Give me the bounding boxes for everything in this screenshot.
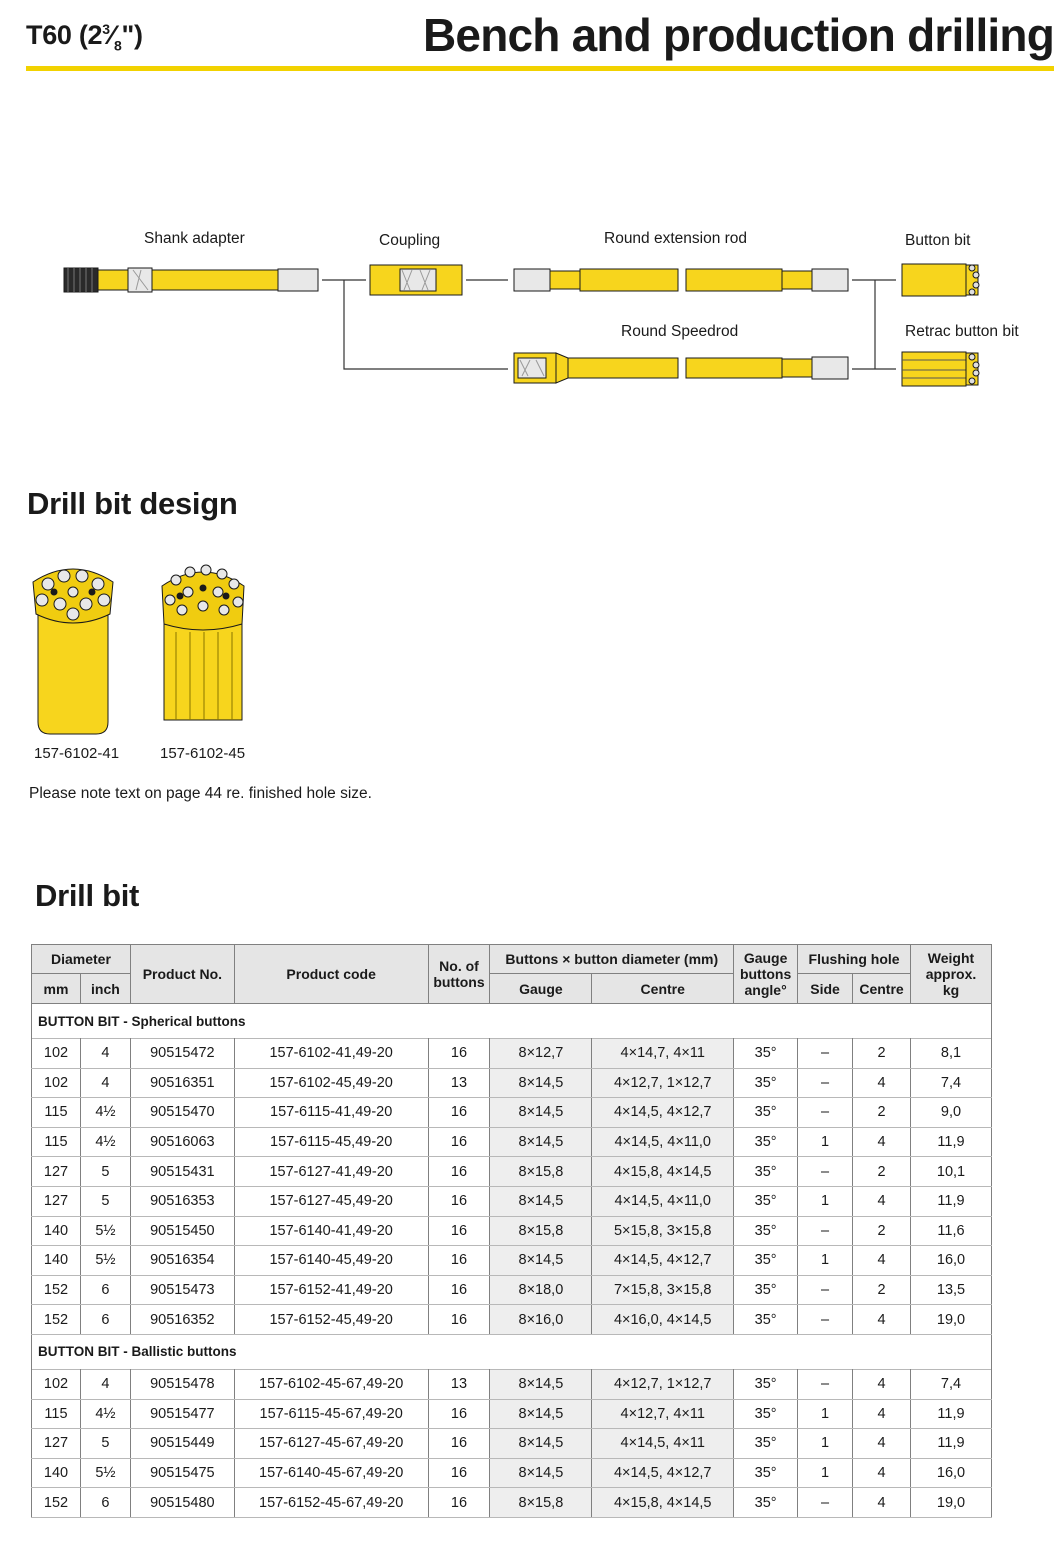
table-cell: 90516063: [130, 1127, 234, 1157]
table-cell: 16: [428, 1246, 490, 1276]
table-cell: 16: [428, 1305, 490, 1335]
table-cell: 4: [853, 1068, 911, 1098]
table-cell: 5×15,8, 3×15,8: [592, 1216, 734, 1246]
table-cell: 16: [428, 1157, 490, 1187]
table-cell: 102: [32, 1369, 81, 1399]
table-cell: –: [798, 1305, 853, 1335]
group-title: BUTTON BIT - Ballistic buttons: [32, 1334, 992, 1369]
group-header-row: [32, 1334, 992, 1369]
table-cell: 4×14,5, 4×11,0: [592, 1186, 734, 1216]
table-cell: 90515478: [130, 1369, 234, 1399]
table-cell: 4: [853, 1488, 911, 1518]
table-cell: 1: [798, 1186, 853, 1216]
col-centre: Centre: [592, 974, 734, 1004]
table-cell: –: [798, 1275, 853, 1305]
table-cell: 16: [428, 1458, 490, 1488]
round-extension-rod-part: [514, 269, 848, 291]
table-cell: 35°: [734, 1399, 798, 1429]
header-rule: [26, 66, 1054, 71]
table-cell: 4½: [80, 1098, 130, 1128]
table-cell: 2: [853, 1039, 911, 1069]
button-bit-part: [902, 264, 979, 296]
table-cell: –: [798, 1039, 853, 1069]
table-cell: 5: [80, 1157, 130, 1187]
label-round-extension-rod: Round extension rod: [604, 230, 748, 247]
table-cell: 90516352: [130, 1305, 234, 1335]
table-cell: 6: [80, 1305, 130, 1335]
table-cell: 4×12,7, 4×11: [592, 1399, 734, 1429]
table-cell: 157-6127-45-67,49-20: [234, 1429, 428, 1459]
table-cell: 35°: [734, 1127, 798, 1157]
table-cell: 35°: [734, 1275, 798, 1305]
table-cell: 8×16,0: [490, 1305, 592, 1335]
table-cell: 2: [853, 1098, 911, 1128]
bit-figure-41: [28, 562, 118, 736]
table-row: [32, 1488, 992, 1518]
table-cell: 35°: [734, 1039, 798, 1069]
table-cell: 90516354: [130, 1246, 234, 1276]
table-cell: 8×15,8: [490, 1157, 592, 1187]
table-cell: 1: [798, 1127, 853, 1157]
label-shank-adapter: Shank adapter: [144, 230, 245, 247]
table-cell: 157-6152-45-67,49-20: [234, 1488, 428, 1518]
col-side: Side: [798, 974, 853, 1004]
table-cell: 90516351: [130, 1068, 234, 1098]
group-title: BUTTON BIT - Spherical buttons: [32, 1004, 992, 1039]
table-cell: 16: [428, 1127, 490, 1157]
table-cell: 90516353: [130, 1186, 234, 1216]
table-cell: 35°: [734, 1098, 798, 1128]
table-cell: 4×15,8, 4×14,5: [592, 1157, 734, 1187]
table-cell: 140: [32, 1458, 81, 1488]
table-cell: 8×14,5: [490, 1458, 592, 1488]
page-title: Bench and production drilling: [423, 9, 1054, 61]
retrac-button-bit-part: [902, 352, 979, 386]
table-cell: 19,0: [911, 1305, 992, 1335]
table-cell: 115: [32, 1098, 81, 1128]
table-cell: 157-6127-45,49-20: [234, 1186, 428, 1216]
table-cell: 16: [428, 1186, 490, 1216]
table-cell: 90515431: [130, 1157, 234, 1187]
table-cell: 5½: [80, 1216, 130, 1246]
table-cell: 90515470: [130, 1098, 234, 1128]
table-cell: 157-6140-45-67,49-20: [234, 1458, 428, 1488]
table-cell: –: [798, 1488, 853, 1518]
drill-bit-table: [31, 944, 992, 1518]
col-mm: mm: [32, 974, 81, 1004]
table-cell: –: [798, 1216, 853, 1246]
round-speedrod-part: [514, 353, 848, 383]
table-cell: 157-6102-41,49-20: [234, 1039, 428, 1069]
table-cell: 35°: [734, 1429, 798, 1459]
design-heading: Drill bit design: [27, 486, 238, 521]
table-cell: 4: [853, 1186, 911, 1216]
table-cell: 4: [80, 1039, 130, 1069]
table-cell: 4: [853, 1127, 911, 1157]
series-label: T60 (2: [26, 20, 103, 50]
table-cell: 5: [80, 1186, 130, 1216]
table-cell: 4½: [80, 1399, 130, 1429]
table-row: [32, 1098, 992, 1128]
table-cell: 16: [428, 1216, 490, 1246]
table-row: [32, 1429, 992, 1459]
table-cell: –: [798, 1068, 853, 1098]
table-cell: –: [798, 1369, 853, 1399]
table-cell: 152: [32, 1275, 81, 1305]
table-cell: 157-6115-41,49-20: [234, 1098, 428, 1128]
col-buttons-diameter: Buttons × button diameter (mm): [490, 945, 734, 974]
table-cell: 4: [853, 1429, 911, 1459]
group-header-row: [32, 1004, 992, 1039]
table-cell: 5½: [80, 1246, 130, 1276]
table-cell: 4: [853, 1399, 911, 1429]
table-cell: 11,9: [911, 1429, 992, 1459]
table-cell: 13,5: [911, 1275, 992, 1305]
table-cell: 16: [428, 1039, 490, 1069]
table-row: [32, 1305, 992, 1335]
table-row: [32, 1458, 992, 1488]
table-cell: 16: [428, 1429, 490, 1459]
label-retrac-button-bit: Retrac button bit: [905, 323, 1019, 340]
table-row: [32, 1127, 992, 1157]
table-cell: 90515472: [130, 1039, 234, 1069]
label-coupling: Coupling: [379, 232, 441, 249]
table-cell: 8×14,5: [490, 1186, 592, 1216]
caption-bit-45: 157-6102-45: [160, 745, 246, 762]
fraction-denominator: 8: [113, 37, 122, 54]
table-cell: 7,4: [911, 1369, 992, 1399]
table-cell: 127: [32, 1157, 81, 1187]
table-cell: 1: [798, 1246, 853, 1276]
table-cell: 35°: [734, 1305, 798, 1335]
table-cell: 35°: [734, 1216, 798, 1246]
table-cell: 16,0: [911, 1246, 992, 1276]
table-row: [32, 1039, 992, 1069]
table-cell: 4: [853, 1369, 911, 1399]
drill-string-drawing: [0, 220, 1058, 400]
table-cell: 4: [80, 1068, 130, 1098]
table-cell: 7,4: [911, 1068, 992, 1098]
table-cell: 16: [428, 1488, 490, 1518]
table-cell: 35°: [734, 1186, 798, 1216]
table-cell: 35°: [734, 1488, 798, 1518]
table-cell: 11,6: [911, 1216, 992, 1246]
table-cell: 90515450: [130, 1216, 234, 1246]
table-cell: 8×14,5: [490, 1369, 592, 1399]
table-cell: 4×16,0, 4×14,5: [592, 1305, 734, 1335]
table-cell: 90515473: [130, 1275, 234, 1305]
table-cell: 4: [853, 1305, 911, 1335]
col-flushing-hole: Flushing hole: [798, 945, 911, 974]
table-cell: 8×14,5: [490, 1127, 592, 1157]
table-cell: –: [798, 1098, 853, 1128]
drill-string-diagram: [0, 220, 1058, 400]
col-flush-centre: Centre: [853, 974, 911, 1004]
col-no-of-buttons: No. of buttons: [428, 945, 490, 1004]
table-cell: 16: [428, 1275, 490, 1305]
table-cell: 9,0: [911, 1098, 992, 1128]
table-row: [32, 1275, 992, 1305]
table-row: [32, 1399, 992, 1429]
table-cell: 5: [80, 1429, 130, 1459]
table-cell: 157-6152-41,49-20: [234, 1275, 428, 1305]
table-cell: 4×12,7, 1×12,7: [592, 1369, 734, 1399]
shank-adapter-part: [64, 268, 318, 292]
table-cell: 6: [80, 1488, 130, 1518]
table-cell: 157-6152-45,49-20: [234, 1305, 428, 1335]
coupling-part: [370, 265, 462, 295]
table-cell: 11,9: [911, 1127, 992, 1157]
col-weight: Weight approx. kg: [911, 945, 992, 1004]
table-cell: 90515475: [130, 1458, 234, 1488]
col-product-code: Product code: [234, 945, 428, 1004]
table-cell: 4: [853, 1246, 911, 1276]
table-cell: 2: [853, 1157, 911, 1187]
table-cell: 8×14,5: [490, 1429, 592, 1459]
table-cell: 10,1: [911, 1157, 992, 1187]
table-cell: 157-6140-45,49-20: [234, 1246, 428, 1276]
table-cell: 157-6140-41,49-20: [234, 1216, 428, 1246]
table-cell: 157-6102-45-67,49-20: [234, 1369, 428, 1399]
fraction-numerator: 3: [102, 21, 110, 37]
table-cell: 127: [32, 1429, 81, 1459]
table-cell: 2: [853, 1275, 911, 1305]
col-product-no: Product No.: [130, 945, 234, 1004]
table-cell: 35°: [734, 1068, 798, 1098]
table-cell: 8×15,8: [490, 1216, 592, 1246]
table-cell: 4×14,5, 4×11: [592, 1429, 734, 1459]
caption-bit-41: 157-6102-41: [34, 745, 120, 762]
table-cell: 16: [428, 1399, 490, 1429]
table-cell: 140: [32, 1246, 81, 1276]
table-cell: –: [798, 1157, 853, 1187]
table-cell: 102: [32, 1068, 81, 1098]
table-cell: 4: [80, 1369, 130, 1399]
col-gauge-angle: Gauge buttons angle°: [734, 945, 798, 1004]
table-cell: 35°: [734, 1246, 798, 1276]
table-cell: 157-6102-45,49-20: [234, 1068, 428, 1098]
hole-size-note: Please note text on page 44 re. finished hole size.: [29, 785, 372, 802]
table-cell: 8×14,5: [490, 1068, 592, 1098]
table-cell: 16,0: [911, 1458, 992, 1488]
table-cell: 115: [32, 1399, 81, 1429]
table-cell: 8×12,7: [490, 1039, 592, 1069]
table-cell: 152: [32, 1305, 81, 1335]
table-cell: 35°: [734, 1369, 798, 1399]
table-cell: 4½: [80, 1127, 130, 1157]
table-heading: Drill bit: [35, 878, 140, 913]
col-diameter: Diameter: [32, 945, 131, 974]
label-round-speedrod: Round Speedrod: [621, 323, 739, 340]
table-cell: 157-6115-45-67,49-20: [234, 1399, 428, 1429]
table-cell: 4×14,7, 4×11: [592, 1039, 734, 1069]
table-cell: 11,9: [911, 1399, 992, 1429]
table-cell: 4×14,5, 4×11,0: [592, 1127, 734, 1157]
table-cell: 90515477: [130, 1399, 234, 1429]
table-row: [32, 1186, 992, 1216]
table-row: [32, 1246, 992, 1276]
table-cell: 19,0: [911, 1488, 992, 1518]
table-cell: 7×15,8, 3×15,8: [592, 1275, 734, 1305]
table-cell: 152: [32, 1488, 81, 1518]
table-cell: 16: [428, 1098, 490, 1128]
bit-figure-45: [158, 562, 248, 726]
table-cell: 8×14,5: [490, 1246, 592, 1276]
table-row: [32, 1068, 992, 1098]
table-row: [32, 1216, 992, 1246]
table-row: [32, 1369, 992, 1399]
col-inch: inch: [80, 974, 130, 1004]
table-cell: 35°: [734, 1157, 798, 1187]
table-cell: 6: [80, 1275, 130, 1305]
table-cell: 8×14,5: [490, 1399, 592, 1429]
table-cell: 8×14,5: [490, 1098, 592, 1128]
table-cell: 4×12,7, 1×12,7: [592, 1068, 734, 1098]
table-cell: 13: [428, 1068, 490, 1098]
table-cell: 5½: [80, 1458, 130, 1488]
table-cell: 11,9: [911, 1186, 992, 1216]
table-cell: 4×14,5, 4×12,7: [592, 1246, 734, 1276]
table-cell: 1: [798, 1429, 853, 1459]
table-cell: 4: [853, 1458, 911, 1488]
table-cell: 90515480: [130, 1488, 234, 1518]
table-cell: 13: [428, 1369, 490, 1399]
table-cell: 4×15,8, 4×14,5: [592, 1488, 734, 1518]
table-cell: 157-6127-41,49-20: [234, 1157, 428, 1187]
table-cell: 140: [32, 1216, 81, 1246]
table-row: [32, 1157, 992, 1187]
col-gauge: Gauge: [490, 974, 592, 1004]
table-cell: 8×18,0: [490, 1275, 592, 1305]
table-cell: 2: [853, 1216, 911, 1246]
table-cell: 1: [798, 1399, 853, 1429]
label-button-bit: Button bit: [905, 232, 971, 249]
table-cell: 102: [32, 1039, 81, 1069]
series-close: "): [121, 20, 143, 50]
table-cell: 35°: [734, 1458, 798, 1488]
table-cell: 4×14,5, 4×12,7: [592, 1458, 734, 1488]
table-cell: 8,1: [911, 1039, 992, 1069]
table-cell: 4×14,5, 4×12,7: [592, 1098, 734, 1128]
table-cell: 8×15,8: [490, 1488, 592, 1518]
table-cell: 127: [32, 1186, 81, 1216]
table-cell: 90515449: [130, 1429, 234, 1459]
table-cell: 1: [798, 1458, 853, 1488]
table-cell: 157-6115-45,49-20: [234, 1127, 428, 1157]
series-title: T60 $(2^3⁄_8")$: [26, 20, 143, 54]
table-cell: 115: [32, 1127, 81, 1157]
